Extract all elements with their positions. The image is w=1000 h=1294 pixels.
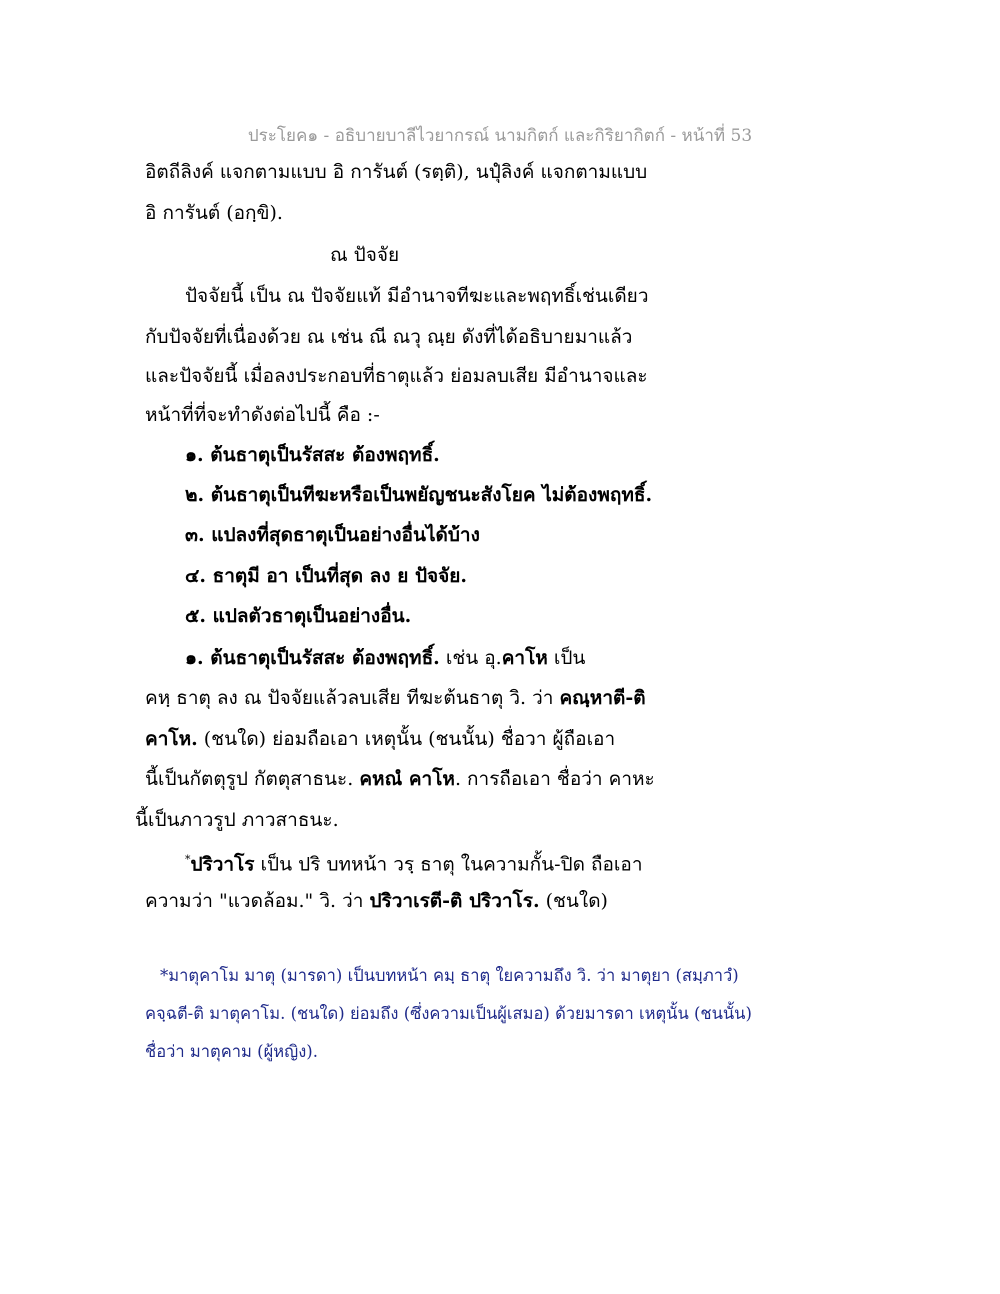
example-term: คาโห.: [145, 728, 198, 750]
section-title: ณ ปัจจัย: [330, 244, 400, 266]
example-text: นี้เป็นกัตตุรูป กัตตุสาธนะ.: [145, 768, 360, 790]
example-line-1: [185, 646, 585, 670]
example-text: คหฺ ธาตุ ลง ณ ปัจจัยแล้วลบเสีย ทีฆะต้นธาตุ วิ. ว่า: [145, 687, 560, 709]
rule-3: ๓. แปลงที่สุดธาตุเป็นอย่างอื่นได้บ้าง: [185, 524, 480, 546]
example-text: (ชนใด) ย่อมถือเอา เหตุนั้น (ชนนั้น) ชื่อวา ผู้ถือเอา: [197, 728, 616, 750]
footnote-line-3: ชื่อว่า มาตุคาม (ผู้หญิง).: [145, 1042, 318, 1061]
example-text: . การถือเอา ชื่อว่า คาหะ: [454, 768, 655, 790]
example-text: (ชนใด): [539, 890, 608, 912]
rule-4: ๔. ธาตุมี อา เป็นที่สุด ลง ย ปัจจัย.: [185, 565, 468, 587]
paragraph-line-1: ปัจจัยนี้ เป็น ณ ปัจจัยแท้ มีอำนาจทีฆะและพฤทธิ์เช่นเดียว: [185, 285, 649, 307]
text-line-2: อิ การันต์ (อกฺขิ).: [145, 202, 283, 224]
rule-2: ๒. ต้นธาตุเป็นทีฆะหรือเป็นพยัญชนะสังโยค ไม่ต้องพฤทธิ์.: [185, 484, 653, 506]
example-text: เป็น ปริ บทหน้า วรฺ ธาตุ ในความกั้น-ปิด ถือเอา: [254, 853, 643, 876]
footnote-marker: *: [185, 853, 191, 866]
footnote-line-2: คจฺฉตี-ติ มาตุคาโม. (ชนใด) ย่อมถึง (ซึ่งความเป็นผู้เสมอ) ด้วยมารดา เหตุนั้น (ชนนั้น): [145, 1004, 752, 1023]
paragraph-line-3: และปัจจัยนี้ เมื่อลงประกอบที่ธาตุแล้ว ย่อมลบเสีย มีอำนาจและ: [145, 365, 648, 387]
page-header: ประโยค๑ - อธิบายบาลีไวยากรณ์ นามกิตก์ และกิริยากิตก์ - หน้าที่ 53: [247, 126, 753, 146]
example-term: คหณํ คาโห: [359, 768, 455, 790]
rule-1: ๑. ต้นธาตุเป็นรัสสะ ต้องพฤทธิ์.: [185, 444, 440, 466]
example-term: คณฺหาตี-ติ: [559, 687, 646, 709]
example-line-7: [145, 889, 608, 913]
example-line-2: [145, 686, 646, 710]
example-line-6: [185, 848, 643, 876]
example-term: คาโห: [501, 647, 548, 669]
example-term: ปริวาเรตี-ติ ปริวาโร.: [369, 890, 540, 912]
rule-5: ๕. แปลตัวธาตุเป็นอย่างอื่น.: [185, 605, 412, 627]
example-text: ความว่า "แวดล้อม." วิ. ว่า: [145, 890, 370, 912]
paragraph-line-4: หน้าที่ที่จะทำดังต่อไปนี้ คือ :-: [145, 404, 380, 426]
example-text: เช่น อุ.: [439, 647, 502, 669]
example-line-3: [145, 727, 615, 751]
footnote-line-1: *มาตุคาโม มาตุ (มารดา) เป็นบทหน้า คมฺ ธาตุ ใยความถึง วิ. ว่า มาตุยา (สมฺภาวํ): [160, 966, 739, 985]
example-rule-heading: ๑. ต้นธาตุเป็นรัสสะ ต้องพฤทธิ์.: [185, 647, 440, 669]
example-text: เป็น: [547, 647, 586, 669]
example-line-5: นี้เป็นภาวรูป ภาวสาธนะ.: [135, 809, 339, 831]
text-line-1: อิตถีลิงค์ แจกตามแบบ อิ การันต์ (รตฺติ), นปุํลิงค์ แจกตามแบบ: [145, 161, 648, 183]
example-term: ปริวาโร: [190, 853, 255, 876]
example-line-4: [145, 767, 655, 791]
paragraph-line-2: กับปัจจัยที่เนื่องด้วย ณ เช่น ณี ณวุ ณฺย ดังที่ได้อธิบายมาแล้ว: [145, 326, 633, 348]
